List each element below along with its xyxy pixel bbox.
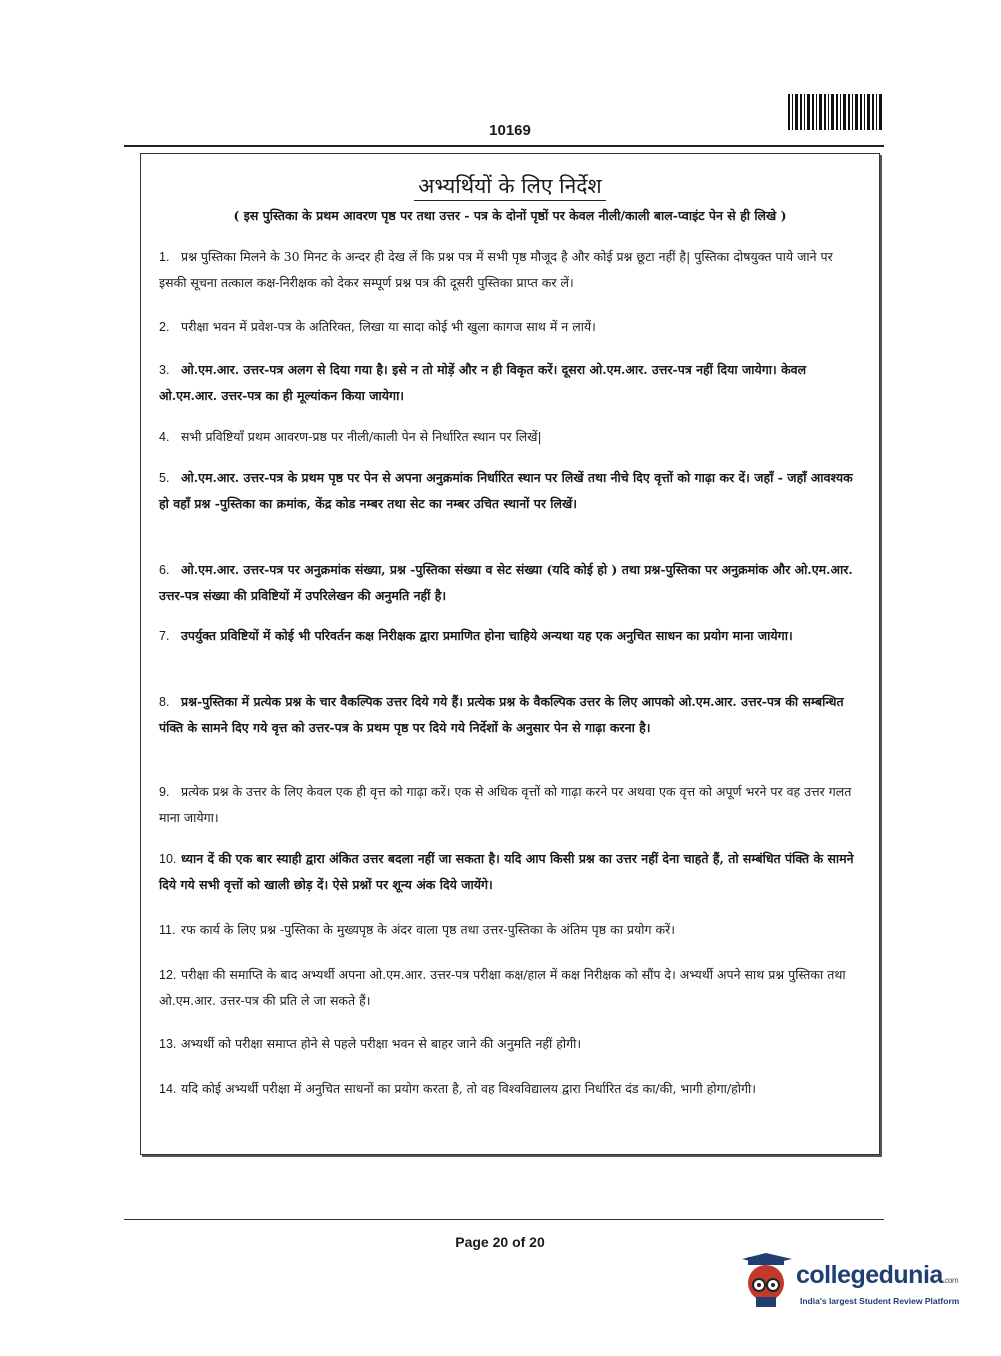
collegedunia-logo	[742, 1253, 972, 1313]
instruction-item: 6. ओ.एम.आर. उत्तर-पत्र पर अनुक्रमांक संख्या, प्रश्न -पुस्तिका संख्या व सेट संख्या (यदि कोई हो ) तथा प्रश्न-पुस्तिका पर अनुक्रमांक और ओ.एम.आर. उत्तर-पत्र संख्या की प्रविष्टियों में उपरिलेखन की अनुमति नहीं है।	[159, 562, 853, 603]
instructions-title: अभ्यर्थियों के लिए निर्देश	[141, 172, 879, 200]
instruction-item: 7. उपर्युक्त प्रविष्टियों में कोई भी परिवर्तन कक्ष निरीक्षक द्वारा प्रमाणित होना चाहिये अन्यथा यह एक अनुचित साधन का प्रयोग माना जायेगा।	[159, 628, 793, 643]
mascot-icon	[742, 1253, 794, 1309]
instruction-item: 10. ध्यान दें की एक बार स्याही द्वारा अंकित उत्तर बदला नहीं जा सकता है। यदि आप किसी प्रश्न का उत्तर नहीं देना चाहते हैं, तो सम्बंधित पंक्ति के सामने दिये गये सभी वृत्तों को खाली छोड़ दें। ऐसे प्रश्नों पर शून्य अंक दिये जायेंगे।	[159, 851, 854, 892]
instruction-item: 13. अभ्यर्थी को परीक्षा समाप्त होने से पहले परीक्षा भवन से बाहर जाने की अनुमति नहीं होगी।	[159, 1036, 582, 1051]
instructions-box	[140, 153, 880, 1155]
instruction-item: 8. प्रश्न-पुस्तिका में प्रत्येक प्रश्न के चार वैकल्पिक उत्तर दिये गये हैं। प्रत्येक प्रश्न के वैकल्पिक उत्तर के लिए आपको ओ.एम.आर. उत्तर-पत्र की सम्बन्धित पंक्ति के सामने दिए गये वृत्त को उत्तर-पत्र के प्रथम पृष्ठ पर दिये गये निर्देशों के अनुसार पेन से गाढ़ा करना है।	[159, 694, 844, 735]
instruction-item: 12. परीक्षा की समाप्ति के बाद अभ्यर्थी अपना ओ.एम.आर. उत्तर-पत्र परीक्षा कक्ष/हाल में कक्ष निरीक्षक को सौंप दे। अभ्यर्थी अपने साथ प्रश्न पुस्तिका तथा ओ.एम.आर. उत्तर-पत्र की प्रति ले जा सकते हैं।	[159, 967, 846, 1008]
instruction-item: 5. ओ.एम.आर. उत्तर-पत्र के प्रथम पृष्ठ पर पेन से अपना अनुक्रमांक निर्धारित स्थान पर लिखें तथा नीचे दिए वृत्तों को गाढ़ा कर दें। जहाँ - जहाँ आवश्यक हो वहाँ प्रश्न -पुस्तिका का क्रमांक, केंद्र कोड नम्बर तथा सेट का नम्बर उचित स्थानों पर लिखें।	[159, 470, 853, 511]
instruction-item: 2. परीक्षा भवन में प्रवेश-पत्र के अतिरिक्त, लिखा या सादा कोई भी खुला कागज साथ में न लायें।	[159, 319, 596, 334]
logo-suffix: .com	[942, 1276, 959, 1285]
page-number: Page 20 of 20	[455, 1234, 545, 1250]
instruction-item: 11. रफ कार्य के लिए प्रश्न -पुस्तिका के मुख्यपृष्ठ के अंदर वाला पृष्ठ तथा उत्तर-पुस्तिका के अंतिम पृष्ठ का प्रयोग करें।	[159, 922, 675, 937]
instruction-item: 1. प्रश्न पुस्तिका मिलने के 30 मिनट के अन्दर ही देख लें कि प्रश्न पत्र में सभी पृष्ठ मौजूद है और कोई प्रश्न छूटा नहीं है| पुस्तिका दोषयुक्त पाये जाने पर इसकी सूचना तत्काल कक्ष-निरीक्षक को देकर सम्पूर्ण प्रश्न पत्र की दूसरी पुस्तिका प्राप्त कर लें।	[159, 249, 833, 290]
instruction-item: 9. प्रत्येक प्रश्न के उत्तर के लिए केवल एक ही वृत्त को गाढ़ा करें। एक से अधिक वृत्तों को गाढ़ा करने पर अथवा एक वृत्त को अपूर्ण भरने पर वह उत्तर गलत माना जायेगा।	[159, 784, 852, 825]
logo-name: collegedunia	[796, 1261, 943, 1289]
instructions-subtitle: ( इस पुस्तिका के प्रथम आवरण पृष्ठ पर तथा उत्तर - पत्र के दोनों पृष्ठों पर केवल नीली/काली बाल-प्वाइंट पेन से ही लिखे )	[233, 208, 787, 223]
divider	[124, 1219, 884, 1220]
logo-tagline: India's largest Student Review Platform	[800, 1296, 960, 1306]
instruction-item: 4. सभी प्रविष्टियाँ प्रथम आवरण-प्रष्ठ पर नीली/काली पेन से निर्धारित स्थान पर लिखें|	[159, 429, 542, 444]
instruction-item: 3. ओ.एम.आर. उत्तर-पत्र अलग से दिया गया है। इसे न तो मोड़ें और न ही विकृत करें। दूसरा ओ.एम.आर. उत्तर-पत्र नहीं दिया जायेगा। केवल ओ.एम.आर. उत्तर-पत्र का ही मूल्यांकन किया जायेगा।	[159, 362, 807, 403]
paper-code: 10169	[489, 122, 531, 139]
divider	[124, 145, 884, 147]
instruction-item: 14. यदि कोई अभ्यर्थी परीक्षा में अनुचित साधनों का प्रयोग करता है, तो वह विश्वविद्यालय द्वारा निर्धारित दंड का/की, भागी होगा/होगी।	[159, 1081, 756, 1096]
barcode	[788, 94, 884, 130]
